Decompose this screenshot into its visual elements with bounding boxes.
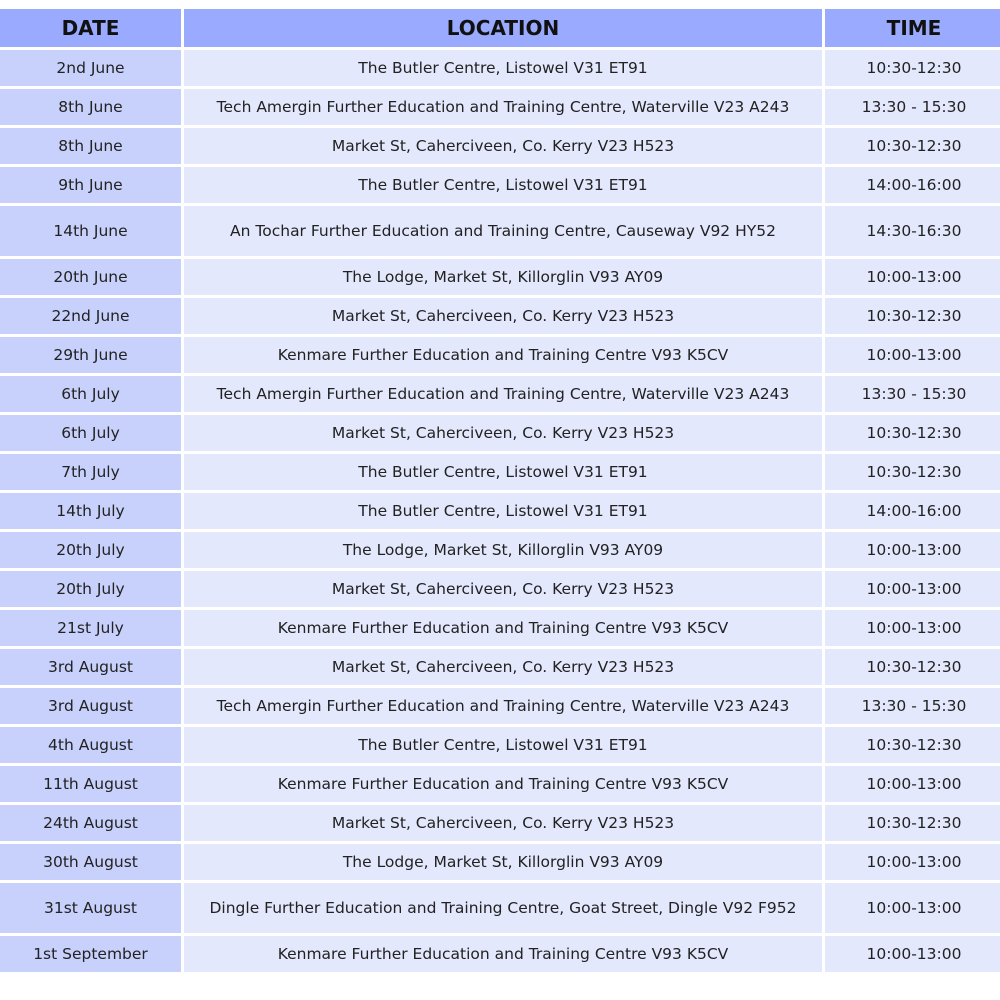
time-cell: 10:00-13:00 <box>825 883 1000 933</box>
date-cell: 20th July <box>0 532 181 568</box>
time-cell: 13:30 - 15:30 <box>825 688 1000 724</box>
time-cell: 14:30-16:30 <box>825 206 1000 256</box>
table-row <box>0 844 1000 880</box>
date-cell: 29th June <box>0 337 181 373</box>
date-cell: 1st September <box>0 936 181 972</box>
location-cell: The Butler Centre, Listowel V31 ET91 <box>184 454 822 490</box>
location-cell: Kenmare Further Education and Training Centre V93 K5CV <box>184 936 822 972</box>
location-cell: Market St, Caherciveen, Co. Kerry V23 H523 <box>184 805 822 841</box>
date-cell: 24th August <box>0 805 181 841</box>
date-cell: 11th August <box>0 766 181 802</box>
table-row <box>0 688 1000 724</box>
time-cell: 10:30-12:30 <box>825 649 1000 685</box>
location-cell: Tech Amergin Further Education and Training Centre, Waterville V23 A243 <box>184 688 822 724</box>
location-cell: Kenmare Further Education and Training Centre V93 K5CV <box>184 337 822 373</box>
date-cell: 7th July <box>0 454 181 490</box>
table-row <box>0 936 1000 972</box>
time-cell: 13:30 - 15:30 <box>825 376 1000 412</box>
location-cell: Dingle Further Education and Training Centre, Goat Street, Dingle V92 F952 <box>184 883 822 933</box>
date-cell: 2nd June <box>0 50 181 86</box>
time-cell: 13:30 - 15:30 <box>825 89 1000 125</box>
time-column-header: TIME <box>825 9 1000 47</box>
date-cell: 14th July <box>0 493 181 529</box>
table-row <box>0 376 1000 412</box>
date-cell: 8th June <box>0 89 181 125</box>
location-column-header: LOCATION <box>184 9 822 47</box>
time-cell: 10:00-13:00 <box>825 337 1000 373</box>
schedule-table <box>0 6 1000 975</box>
date-cell: 20th June <box>0 259 181 295</box>
table-row <box>0 610 1000 646</box>
table-row <box>0 805 1000 841</box>
location-cell: The Lodge, Market St, Killorglin V93 AY09 <box>184 259 822 295</box>
location-cell: Market St, Caherciveen, Co. Kerry V23 H523 <box>184 571 822 607</box>
time-cell: 10:00-13:00 <box>825 571 1000 607</box>
date-cell: 6th July <box>0 376 181 412</box>
table-row <box>0 883 1000 933</box>
table-row <box>0 532 1000 568</box>
table-row <box>0 206 1000 256</box>
time-cell: 10:30-12:30 <box>825 298 1000 334</box>
location-cell: Market St, Caherciveen, Co. Kerry V23 H523 <box>184 415 822 451</box>
location-cell: The Butler Centre, Listowel V31 ET91 <box>184 167 822 203</box>
time-cell: 10:00-13:00 <box>825 259 1000 295</box>
date-cell: 14th June <box>0 206 181 256</box>
date-cell: 3rd August <box>0 688 181 724</box>
location-cell: Market St, Caherciveen, Co. Kerry V23 H523 <box>184 128 822 164</box>
location-cell: The Lodge, Market St, Killorglin V93 AY09 <box>184 532 822 568</box>
time-cell: 10:00-13:00 <box>825 766 1000 802</box>
table-row <box>0 493 1000 529</box>
location-cell: Kenmare Further Education and Training Centre V93 K5CV <box>184 610 822 646</box>
date-cell: 22nd June <box>0 298 181 334</box>
time-cell: 10:00-13:00 <box>825 844 1000 880</box>
table-row <box>0 50 1000 86</box>
time-cell: 10:30-12:30 <box>825 805 1000 841</box>
time-cell: 10:30-12:30 <box>825 454 1000 490</box>
location-cell: Market St, Caherciveen, Co. Kerry V23 H523 <box>184 649 822 685</box>
table-row <box>0 766 1000 802</box>
date-column-header: DATE <box>0 9 181 47</box>
date-cell: 3rd August <box>0 649 181 685</box>
date-cell: 6th July <box>0 415 181 451</box>
table-row <box>0 259 1000 295</box>
table-row <box>0 298 1000 334</box>
location-cell: The Lodge, Market St, Killorglin V93 AY09 <box>184 844 822 880</box>
time-cell: 10:00-13:00 <box>825 610 1000 646</box>
date-cell: 8th June <box>0 128 181 164</box>
date-cell: 4th August <box>0 727 181 763</box>
time-cell: 10:00-13:00 <box>825 532 1000 568</box>
date-cell: 30th August <box>0 844 181 880</box>
time-cell: 10:30-12:30 <box>825 128 1000 164</box>
table-row <box>0 454 1000 490</box>
location-cell: The Butler Centre, Listowel V31 ET91 <box>184 50 822 86</box>
table-row <box>0 649 1000 685</box>
time-cell: 10:30-12:30 <box>825 415 1000 451</box>
date-cell: 20th July <box>0 571 181 607</box>
time-cell: 10:00-13:00 <box>825 936 1000 972</box>
time-cell: 10:30-12:30 <box>825 50 1000 86</box>
header-row <box>0 9 1000 47</box>
date-cell: 9th June <box>0 167 181 203</box>
table-row <box>0 337 1000 373</box>
time-cell: 14:00-16:00 <box>825 167 1000 203</box>
table-row <box>0 415 1000 451</box>
time-cell: 10:30-12:30 <box>825 727 1000 763</box>
location-cell: Market St, Caherciveen, Co. Kerry V23 H523 <box>184 298 822 334</box>
date-cell: 31st August <box>0 883 181 933</box>
table-row <box>0 89 1000 125</box>
time-cell: 14:00-16:00 <box>825 493 1000 529</box>
location-cell: The Butler Centre, Listowel V31 ET91 <box>184 727 822 763</box>
location-cell: An Tochar Further Education and Training Centre, Causeway V92 HY52 <box>184 206 822 256</box>
date-cell: 21st July <box>0 610 181 646</box>
table-row <box>0 571 1000 607</box>
table-row <box>0 727 1000 763</box>
table-row <box>0 167 1000 203</box>
location-cell: Tech Amergin Further Education and Training Centre, Waterville V23 A243 <box>184 89 822 125</box>
location-cell: The Butler Centre, Listowel V31 ET91 <box>184 493 822 529</box>
location-cell: Kenmare Further Education and Training Centre V93 K5CV <box>184 766 822 802</box>
table-row <box>0 128 1000 164</box>
location-cell: Tech Amergin Further Education and Training Centre, Waterville V23 A243 <box>184 376 822 412</box>
